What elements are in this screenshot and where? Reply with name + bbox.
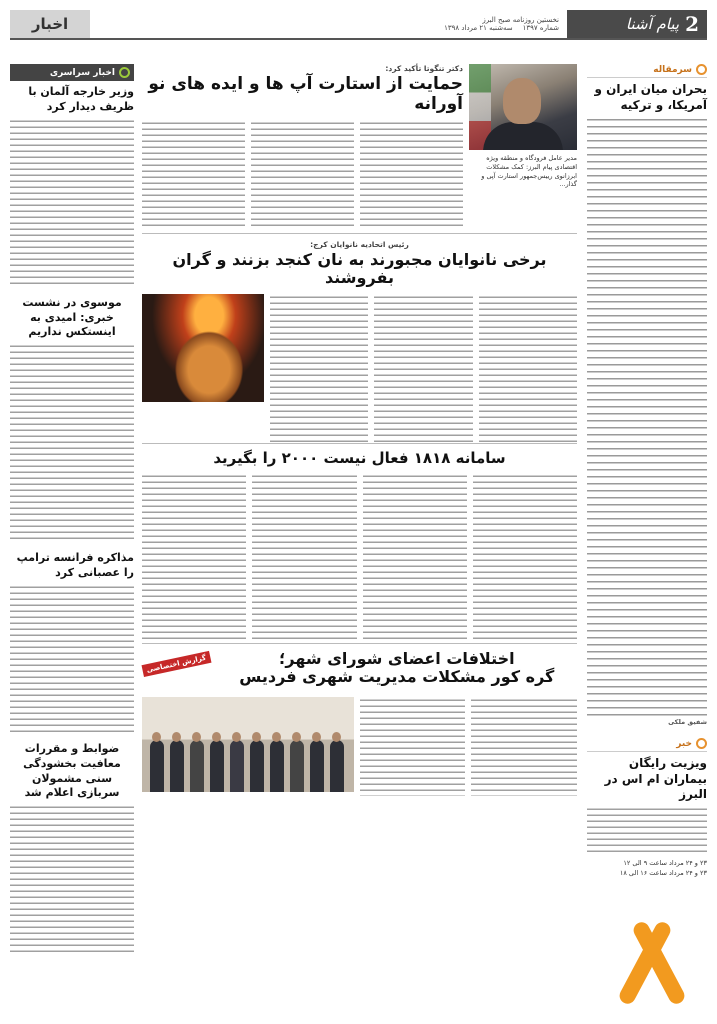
left-news-body — [10, 804, 134, 954]
news-label: خبر — [676, 738, 692, 749]
samaneh-article — [142, 444, 577, 644]
bread-oven-photo — [142, 294, 264, 402]
newspaper-logo: پیام آشنا — [625, 15, 680, 33]
lead-text-col — [251, 120, 354, 227]
bread-text-col — [270, 294, 368, 443]
circle-icon — [119, 67, 130, 78]
left-news-body — [10, 584, 134, 734]
council-text-col — [471, 697, 577, 796]
editorial-headline: بحران میان ایران و آمریکا، و ترکیه — [594, 82, 707, 112]
council-text-col — [360, 697, 466, 796]
samaneh-headline: سامانه ۱۸۱۸ فعال نیست ۲۰۰۰ را بگیرید — [213, 449, 506, 467]
tagline: نخستین روزنامه صبح البرز — [482, 16, 559, 24]
editorial-label: سرمقاله — [653, 64, 692, 75]
left-news-body — [10, 118, 134, 288]
exclusive-report-badge: گزارش اختصاصی — [142, 651, 212, 677]
circle-icon — [696, 738, 707, 749]
health-date-1: ۲۳ و ۲۴ مرداد ساعت ۹ الی ۱۲ — [623, 858, 707, 867]
issue-number: شماره ۱۳۹۷ — [522, 24, 559, 32]
circle-icon — [696, 64, 707, 75]
awareness-ribbon-icon — [617, 918, 687, 1008]
lead-photo-caption: مدیر عامل فرودگاه و منطقه ویژه اقتصادی پیام البرز: کمک مشکلات ابرزانوی رییس‌جمهور استارت آپی و گذار... — [481, 154, 577, 189]
bread-text-col — [374, 294, 472, 443]
section-title: اخبار — [10, 10, 90, 38]
health-body — [587, 806, 707, 856]
national-news-header — [10, 64, 134, 81]
issue-date: سه‌شنبه ۲۱ مرداد ۱۳۹۸ — [444, 24, 513, 32]
masthead-brand — [567, 10, 707, 38]
council-headline-1: اختلافات اعضای شورای شهر؛ — [279, 649, 515, 668]
news-header — [587, 738, 707, 752]
lead-photo — [469, 64, 577, 150]
left-news-headline: موسوی در نشست خبری: امیدی به اینستکس نداریم — [22, 295, 122, 339]
editorial-author: شفیق ملکی — [668, 718, 707, 727]
left-column — [10, 64, 134, 1014]
right-column — [587, 64, 707, 1014]
left-news-headline: وزیر خارجه آلمان با ظریف دیدار کرد — [28, 85, 134, 113]
health-date-2: ۲۳ و ۲۴ مرداد ساعت ۱۶ الی ۱۸ — [619, 868, 707, 877]
lead-text-col — [360, 120, 463, 227]
health-headline: ویزیت رایگان بیماران ام اس در البرز — [604, 756, 707, 802]
left-news-body — [10, 343, 134, 543]
council-article — [142, 644, 577, 796]
lead-article — [142, 64, 577, 234]
masthead — [10, 10, 707, 40]
page-number: 2 — [685, 12, 699, 36]
bread-headline: برخی نانوایان مجبورند به نان کنجد بزنند و گران بفروشند — [172, 250, 547, 288]
masthead-info — [90, 10, 567, 38]
samaneh-text-col — [252, 473, 356, 643]
lead-kicker: دکتر تنگوتا تأکید کرد: — [385, 64, 463, 73]
samaneh-text-col — [363, 473, 467, 643]
left-news-headline: مذاکره فرانسه ترامپ را عصبانی کرد — [16, 551, 134, 580]
council-group-photo — [142, 697, 354, 792]
lead-text-col — [142, 120, 245, 227]
main-column — [142, 64, 577, 1014]
editorial-body — [587, 116, 707, 716]
bread-text-col — [479, 294, 577, 443]
samaneh-text-col — [473, 473, 577, 643]
left-news-headline: ضوابط و مقررات معافیت بخشودگی سنی مشمولان سربازی اعلام شد — [23, 741, 121, 800]
national-news-label: اخبار سراسری — [49, 67, 115, 78]
bread-article — [142, 234, 577, 444]
lead-headline: حمایت از استارت آپ ها و ایده های نو آورانه — [148, 74, 463, 114]
health-schedule — [587, 859, 707, 879]
editorial-header — [587, 64, 707, 78]
samaneh-text-col — [142, 473, 246, 643]
council-headline-2: گره کور مشکلات مدیریت شهری فردیس — [239, 667, 555, 687]
bread-kicker: رئیس اتحادیه نانوایان کرج: — [310, 240, 409, 249]
